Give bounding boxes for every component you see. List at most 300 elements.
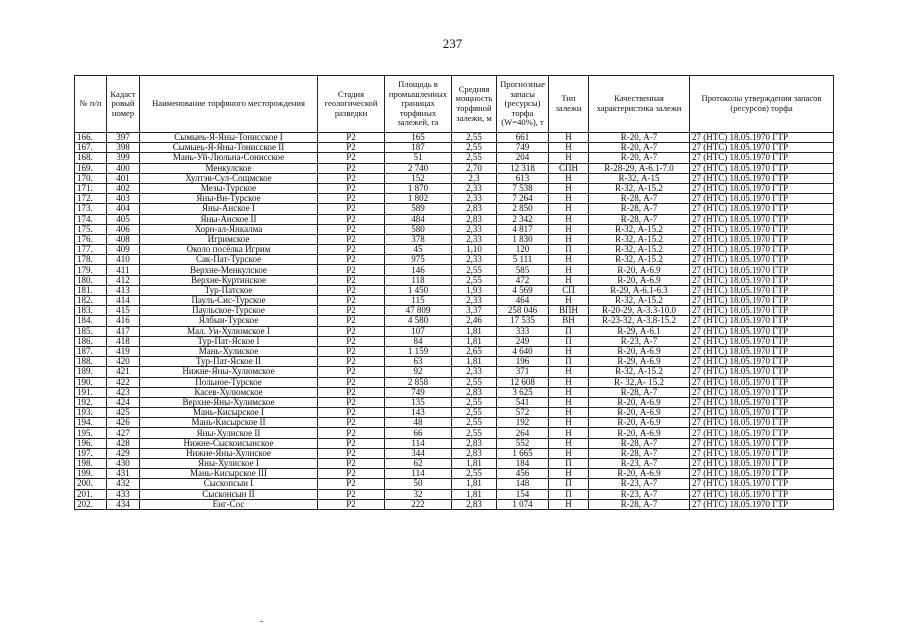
cell-quality: R-20, А-6.9 xyxy=(589,469,690,479)
table-row xyxy=(75,336,834,346)
cell-cadastral-number: 416 xyxy=(107,316,140,326)
header-deposit-type: Тип залежи xyxy=(549,76,589,133)
cell-deposit-type: Н xyxy=(549,408,589,418)
cell-protocol: 27 (НТС) 18.05.1970 ГТР xyxy=(690,397,834,407)
cell-cadastral-number: 406 xyxy=(107,224,140,234)
header-index: № п/п xyxy=(75,76,107,133)
cell-cadastral-number: 412 xyxy=(107,275,140,285)
cell-deposit-name: Мезы-Турское xyxy=(140,183,318,193)
cell-reserves: 4 569 xyxy=(497,285,549,295)
cell-deposit-type: Н xyxy=(549,214,589,224)
cell-cadastral-number: 420 xyxy=(107,357,140,367)
cell-index: 173. xyxy=(75,204,107,214)
table-row xyxy=(75,438,834,448)
cell-cadastral-number: 431 xyxy=(107,469,140,479)
cell-exploration-stage: Р2 xyxy=(318,357,385,367)
cell-avg-thickness: 2,83 xyxy=(452,448,497,458)
cell-index: 175. xyxy=(75,224,107,234)
cell-quality: R-20, А-6.9 xyxy=(589,428,690,438)
cell-avg-thickness: 1,81 xyxy=(452,336,497,346)
cell-deposit-type: П xyxy=(549,357,589,367)
cell-index: 198. xyxy=(75,459,107,469)
cell-cadastral-number: 427 xyxy=(107,428,140,438)
cell-avg-thickness: 1,81 xyxy=(452,489,497,499)
cell-quality: R-28, А-7 xyxy=(589,214,690,224)
cell-avg-thickness: 2,33 xyxy=(452,224,497,234)
table-row xyxy=(75,214,834,224)
cell-avg-thickness: 2,55 xyxy=(452,133,497,143)
cell-area: 1 450 xyxy=(385,285,452,295)
cell-reserves: 184 xyxy=(497,459,549,469)
table-row xyxy=(75,418,834,428)
cell-cadastral-number: 417 xyxy=(107,326,140,336)
cell-protocol: 27 (НТС) 18.05.1970 ГТР xyxy=(690,275,834,285)
cell-quality: R-32, А-15 xyxy=(589,173,690,183)
cell-index: 182. xyxy=(75,296,107,306)
header-protocols: Протоколы утверждения запасов (ресурсов) торфа xyxy=(690,76,834,133)
cell-reserves: 541 xyxy=(497,397,549,407)
cell-avg-thickness: 2,83 xyxy=(452,387,497,397)
cell-deposit-name: Сыскопсын I xyxy=(140,479,318,489)
cell-index: 200. xyxy=(75,479,107,489)
cell-area: 749 xyxy=(385,387,452,397)
table-row xyxy=(75,234,834,244)
cell-exploration-stage: Р2 xyxy=(318,438,385,448)
cell-protocol: 27 (НТС) 18.05.1970 ГТР xyxy=(690,438,834,448)
cell-avg-thickness: 2,55 xyxy=(452,469,497,479)
table-row xyxy=(75,204,834,214)
cell-reserves: 4 817 xyxy=(497,224,549,234)
cell-index: 195. xyxy=(75,428,107,438)
cell-reserves: 1 830 xyxy=(497,234,549,244)
cell-exploration-stage: Р2 xyxy=(318,245,385,255)
cell-deposit-type: Н xyxy=(549,255,589,265)
cell-deposit-type: ВН xyxy=(549,316,589,326)
table-row xyxy=(75,306,834,316)
cell-index: 177. xyxy=(75,245,107,255)
cell-deposit-name: Енг-Сос xyxy=(140,499,318,509)
cell-deposit-name: Мал. Уи-Хулюмское I xyxy=(140,326,318,336)
cell-quality: R-32, А-15.2 xyxy=(589,224,690,234)
cell-exploration-stage: Р2 xyxy=(318,194,385,204)
cell-quality: R-20, А-6.9 xyxy=(589,397,690,407)
cell-reserves: 204 xyxy=(497,153,549,163)
cell-area: 45 xyxy=(385,245,452,255)
cell-area: 92 xyxy=(385,367,452,377)
cell-exploration-stage: Р2 xyxy=(318,163,385,173)
cell-area: 589 xyxy=(385,204,452,214)
cell-reserves: 1 074 xyxy=(497,499,549,509)
cell-exploration-stage: Р2 xyxy=(318,418,385,428)
table-body xyxy=(75,133,834,510)
cell-quality: R-32, А-15.2 xyxy=(589,183,690,193)
cell-avg-thickness: 2,55 xyxy=(452,143,497,153)
cell-index: 197. xyxy=(75,448,107,458)
cell-protocol: 27 (НТС) 18.05.1970 ГТР xyxy=(690,357,834,367)
cell-exploration-stage: Р2 xyxy=(318,367,385,377)
cell-protocol: 27 (НТС) 18.05.1970 ГТР xyxy=(690,408,834,418)
cell-reserves: 333 xyxy=(497,326,549,336)
cell-area: 975 xyxy=(385,255,452,265)
cell-avg-thickness: 2,83 xyxy=(452,214,497,224)
cell-area: 118 xyxy=(385,275,452,285)
cell-index: 185. xyxy=(75,326,107,336)
cell-avg-thickness: 2,83 xyxy=(452,499,497,509)
cell-reserves: 464 xyxy=(497,296,549,306)
cell-index: 184. xyxy=(75,316,107,326)
table-row xyxy=(75,285,834,295)
cell-deposit-name: Нижне-Сыскоисынское xyxy=(140,438,318,448)
cell-deposit-name: Нижне-Яны-Хулиское xyxy=(140,448,318,458)
cell-exploration-stage: Р2 xyxy=(318,387,385,397)
cell-area: 146 xyxy=(385,265,452,275)
cell-reserves: 456 xyxy=(497,469,549,479)
cell-protocol: 27 (НТС) 18.05.1970 ГТР xyxy=(690,234,834,244)
cell-quality: R-32, А-15.2 xyxy=(589,255,690,265)
cell-reserves: 12 318 xyxy=(497,163,549,173)
cell-index: 191. xyxy=(75,387,107,397)
cell-deposit-type: ВПН xyxy=(549,306,589,316)
cell-protocol: 27 (НТС) 18.05.1970 ГТР xyxy=(690,306,834,316)
cell-exploration-stage: Р2 xyxy=(318,183,385,193)
cell-protocol: 27 (НТС) 18.05.1970 ГТР xyxy=(690,459,834,469)
cell-avg-thickness: 1,10 xyxy=(452,245,497,255)
cell-deposit-type: Н xyxy=(549,438,589,448)
table-row xyxy=(75,387,834,397)
cell-index: 202. xyxy=(75,499,107,509)
cell-deposit-type: Н xyxy=(549,194,589,204)
cell-reserves: 3 625 xyxy=(497,387,549,397)
cell-deposit-name: Сымыеь-Я-Яны-Тонисское I xyxy=(140,133,318,143)
cell-deposit-type: Н xyxy=(549,469,589,479)
cell-area: 378 xyxy=(385,234,452,244)
cell-area: 1 802 xyxy=(385,194,452,204)
cell-deposit-name: Нижне-Яны-Хулюмское xyxy=(140,367,318,377)
cell-deposit-type: П xyxy=(549,245,589,255)
cell-avg-thickness: 2,55 xyxy=(452,153,497,163)
cell-avg-thickness: 2,55 xyxy=(452,265,497,275)
cell-area: 187 xyxy=(385,143,452,153)
cell-protocol: 27 (НТС) 18.05.1970 ГТР xyxy=(690,224,834,234)
cell-deposit-type: Н xyxy=(549,499,589,509)
cell-quality: R-29, А-6.1-6.3 xyxy=(589,285,690,295)
cell-deposit-name: Сысконсын II xyxy=(140,489,318,499)
cell-deposit-type: Н xyxy=(549,397,589,407)
cell-protocol: 27 (НТС) 18.05.1970 ГТР xyxy=(690,316,834,326)
cell-exploration-stage: Р2 xyxy=(318,377,385,387)
cell-cadastral-number: 413 xyxy=(107,285,140,295)
table-row xyxy=(75,326,834,336)
cell-deposit-type: Н xyxy=(549,265,589,275)
cell-cadastral-number: 398 xyxy=(107,143,140,153)
cell-deposit-name: Яны-Анское II xyxy=(140,214,318,224)
cell-protocol: 27 (НТС) 18.05.1970 ГТР xyxy=(690,285,834,295)
cell-avg-thickness: 2,55 xyxy=(452,377,497,387)
cell-protocol: 27 (НТС) 18.05.1970 ГТР xyxy=(690,377,834,387)
cell-protocol: 27 (НТС) 18.05.1970 ГТР xyxy=(690,336,834,346)
table-row xyxy=(75,357,834,367)
cell-deposit-type: Н xyxy=(549,224,589,234)
cell-area: 4 580 xyxy=(385,316,452,326)
cell-avg-thickness: 1,81 xyxy=(452,459,497,469)
cell-quality: R-28, А-7 xyxy=(589,499,690,509)
cell-deposit-type: Н xyxy=(549,143,589,153)
cell-deposit-name: Мань-Кисырское III xyxy=(140,469,318,479)
cell-deposit-type: Н xyxy=(549,153,589,163)
cell-index: 181. xyxy=(75,285,107,295)
cell-quality: R-28, А-7 xyxy=(589,194,690,204)
cell-cadastral-number: 422 xyxy=(107,377,140,387)
cell-deposit-type: СП xyxy=(549,285,589,295)
cell-exploration-stage: Р2 xyxy=(318,469,385,479)
header-avg-thickness: Средняя мощность торфяной залежи, м xyxy=(452,76,497,133)
cell-index: 199. xyxy=(75,469,107,479)
table-row xyxy=(75,346,834,356)
table-row xyxy=(75,469,834,479)
cell-area: 115 xyxy=(385,296,452,306)
cell-exploration-stage: Р2 xyxy=(318,265,385,275)
cell-deposit-type: П xyxy=(549,336,589,346)
cell-protocol: 27 (НТС) 18.05.1970 ГТР xyxy=(690,428,834,438)
cell-reserves: 192 xyxy=(497,418,549,428)
cell-deposit-type: Н xyxy=(549,133,589,143)
cell-reserves: 2 342 xyxy=(497,214,549,224)
cell-protocol: 27 (НТС) 18.05.1970 ГТР xyxy=(690,204,834,214)
cell-index: 176. xyxy=(75,234,107,244)
table-row xyxy=(75,163,834,173)
cell-quality: R-32, А-15.2 xyxy=(589,367,690,377)
cell-avg-thickness: 2,33 xyxy=(452,296,497,306)
cell-area: 62 xyxy=(385,459,452,469)
table-row xyxy=(75,275,834,285)
table-row xyxy=(75,173,834,183)
cell-area: 1 870 xyxy=(385,183,452,193)
table-row xyxy=(75,448,834,458)
cell-protocol: 27 (НТС) 18.05.1970 ГТР xyxy=(690,265,834,275)
cell-exploration-stage: Р2 xyxy=(318,428,385,438)
cell-cadastral-number: 428 xyxy=(107,438,140,448)
cell-reserves: 17 535 xyxy=(497,316,549,326)
cell-cadastral-number: 401 xyxy=(107,173,140,183)
cell-deposit-name: Тур-Пат-Яское II xyxy=(140,357,318,367)
cell-area: 47 809 xyxy=(385,306,452,316)
cell-area: 66 xyxy=(385,428,452,438)
cell-area: 222 xyxy=(385,499,452,509)
cell-deposit-type: Н xyxy=(549,183,589,193)
cell-exploration-stage: Р2 xyxy=(318,408,385,418)
header-exploration-stage: Стадия геологической разведки xyxy=(318,76,385,133)
cell-deposit-name: Верхне-Куртинское xyxy=(140,275,318,285)
table-row xyxy=(75,316,834,326)
cell-exploration-stage: Р2 xyxy=(318,255,385,265)
cell-quality: R-23, А-7 xyxy=(589,489,690,499)
cell-index: 187. xyxy=(75,346,107,356)
cell-deposit-type: Н xyxy=(549,377,589,387)
cell-exploration-stage: Р2 xyxy=(318,499,385,509)
cell-exploration-stage: Р2 xyxy=(318,306,385,316)
cell-reserves: 661 xyxy=(497,133,549,143)
cell-area: 143 xyxy=(385,408,452,418)
cell-cadastral-number: 414 xyxy=(107,296,140,306)
cell-deposit-type: СПН xyxy=(549,163,589,173)
cell-deposit-name: Мань-Кисырское I xyxy=(140,408,318,418)
cell-deposit-name: Тур-Патское xyxy=(140,285,318,295)
cell-avg-thickness: 2,33 xyxy=(452,183,497,193)
table-row xyxy=(75,255,834,265)
cell-cadastral-number: 424 xyxy=(107,397,140,407)
cell-avg-thickness: 1,81 xyxy=(452,326,497,336)
cell-avg-thickness: 2,55 xyxy=(452,408,497,418)
cell-avg-thickness: 2,83 xyxy=(452,438,497,448)
cell-cadastral-number: 433 xyxy=(107,489,140,499)
cell-deposit-name: Игримское xyxy=(140,234,318,244)
cell-quality: R-20, А-7 xyxy=(589,143,690,153)
cell-index: 201. xyxy=(75,489,107,499)
header-deposit-name: Наименование торфяного месторождения xyxy=(140,76,318,133)
cell-avg-thickness: 2,46 xyxy=(452,316,497,326)
cell-cadastral-number: 405 xyxy=(107,214,140,224)
header-quality: Качественная характеристика залежи xyxy=(589,76,690,133)
cell-deposit-name: Мань-Кисырское II xyxy=(140,418,318,428)
cell-deposit-name: Яны-Хулиское II xyxy=(140,428,318,438)
table-row xyxy=(75,367,834,377)
cell-area: 152 xyxy=(385,173,452,183)
cell-area: 484 xyxy=(385,214,452,224)
cell-exploration-stage: Р2 xyxy=(318,448,385,458)
header-cadastral-number: Кадаст ровый номер xyxy=(107,76,140,133)
cell-deposit-name: Яны-Хулиское I xyxy=(140,459,318,469)
cell-quality: R-20, А-6.9 xyxy=(589,346,690,356)
cell-reserves: 7 264 xyxy=(497,194,549,204)
cell-quality: R-23, А-7 xyxy=(589,479,690,489)
cell-deposit-type: Н xyxy=(549,346,589,356)
cell-avg-thickness: 2,33 xyxy=(452,367,497,377)
cell-exploration-stage: Р2 xyxy=(318,133,385,143)
cell-area: 344 xyxy=(385,448,452,458)
cell-reserves: 552 xyxy=(497,438,549,448)
cell-avg-thickness: 2,55 xyxy=(452,275,497,285)
cell-protocol: 27 (НТС) 18.05.1970 ГТР xyxy=(690,367,834,377)
cell-reserves: 472 xyxy=(497,275,549,285)
cell-index: 186. xyxy=(75,336,107,346)
cell-cadastral-number: 397 xyxy=(107,133,140,143)
cell-deposit-name: Около посёлка Игрим xyxy=(140,245,318,255)
cell-area: 114 xyxy=(385,438,452,448)
cell-avg-thickness: 1,81 xyxy=(452,357,497,367)
cell-avg-thickness: 2,55 xyxy=(452,428,497,438)
cell-deposit-type: Н xyxy=(549,173,589,183)
cell-quality: R-23-32, А-3.8-15.2 xyxy=(589,316,690,326)
cell-protocol: 27 (НТС) 18.05.1970 ГТР xyxy=(690,133,834,143)
cell-avg-thickness: 2,83 xyxy=(452,204,497,214)
cell-deposit-name: Мань-Хулиское xyxy=(140,346,318,356)
cell-deposit-name: Мань-Уй-Люльна-Сонисское xyxy=(140,153,318,163)
cell-exploration-stage: Р2 xyxy=(318,346,385,356)
cell-deposit-name: Яны-Вн-Турское xyxy=(140,194,318,204)
cell-reserves: 1 665 xyxy=(497,448,549,458)
cell-deposit-type: П xyxy=(549,479,589,489)
cell-protocol: 27 (НТС) 18.05.1970 ГТР xyxy=(690,326,834,336)
cell-reserves: 4 640 xyxy=(497,346,549,356)
cell-avg-thickness: 2,33 xyxy=(452,234,497,244)
cell-cadastral-number: 419 xyxy=(107,346,140,356)
cell-reserves: 371 xyxy=(497,367,549,377)
cell-exploration-stage: Р2 xyxy=(318,234,385,244)
cell-area: 48 xyxy=(385,418,452,428)
table-row xyxy=(75,397,834,407)
cell-index: 170. xyxy=(75,173,107,183)
cell-cadastral-number: 426 xyxy=(107,418,140,428)
cell-deposit-type: П xyxy=(549,326,589,336)
cell-avg-thickness: 2,55 xyxy=(452,418,497,428)
cell-index: 166. xyxy=(75,133,107,143)
cell-protocol: 27 (НТС) 18.05.1970 ГТР xyxy=(690,387,834,397)
table-row xyxy=(75,224,834,234)
cell-deposit-type: Н xyxy=(549,204,589,214)
cell-index: 193. xyxy=(75,408,107,418)
cell-index: 167. xyxy=(75,143,107,153)
cell-protocol: 27 (НТС) 18.05.1970 ГТР xyxy=(690,448,834,458)
cell-exploration-stage: Р2 xyxy=(318,275,385,285)
cell-index: 168. xyxy=(75,153,107,163)
cell-area: 84 xyxy=(385,336,452,346)
cell-cadastral-number: 429 xyxy=(107,448,140,458)
cell-exploration-stage: Р2 xyxy=(318,214,385,224)
cell-protocol: 27 (НТС) 18.05.1970 ГТР xyxy=(690,418,834,428)
cell-exploration-stage: Р2 xyxy=(318,204,385,214)
cell-protocol: 27 (НТС) 18.05.1970 ГТР xyxy=(690,499,834,509)
cell-reserves: 5 111 xyxy=(497,255,549,265)
table-row xyxy=(75,143,834,153)
cell-deposit-name: Хорн-ал-Янкалма xyxy=(140,224,318,234)
cell-deposit-type: Н xyxy=(549,448,589,458)
cell-area: 1 159 xyxy=(385,346,452,356)
cell-protocol: 27 (НТС) 18.05.1970 ГТР xyxy=(690,194,834,204)
cell-area: 63 xyxy=(385,357,452,367)
cell-area: 580 xyxy=(385,224,452,234)
cell-protocol: 27 (НТС) 18.05.1970 ГТР xyxy=(690,479,834,489)
cell-protocol: 27 (НТС) 18.05.1970 ГТР xyxy=(690,143,834,153)
table-row xyxy=(75,153,834,163)
peat-deposits-table xyxy=(74,75,834,510)
table-row xyxy=(75,408,834,418)
table-row xyxy=(75,479,834,489)
header-row xyxy=(75,76,834,133)
cell-deposit-type: Н xyxy=(549,367,589,377)
cell-quality: R-23, А-7 xyxy=(589,459,690,469)
cell-deposit-name: Яны-Анское I xyxy=(140,204,318,214)
cell-avg-thickness: 2,55 xyxy=(452,397,497,407)
cell-area: 2 858 xyxy=(385,377,452,387)
cell-quality: R-29, А-6.9 xyxy=(589,357,690,367)
cell-quality: R-20, А-6.9 xyxy=(589,418,690,428)
cell-cadastral-number: 421 xyxy=(107,367,140,377)
cell-quality: R-23, А-7 xyxy=(589,336,690,346)
cell-deposit-name: Польное-Турское xyxy=(140,377,318,387)
cell-reserves: 12 608 xyxy=(497,377,549,387)
cell-deposit-name: Сак-Пат-Турское xyxy=(140,255,318,265)
table-header xyxy=(75,76,834,133)
cell-reserves: 585 xyxy=(497,265,549,275)
table-row xyxy=(75,183,834,193)
table-row xyxy=(75,459,834,469)
cell-quality: R-32, А-15.2 xyxy=(589,296,690,306)
cell-area: 165 xyxy=(385,133,452,143)
cell-exploration-stage: Р2 xyxy=(318,316,385,326)
table-row xyxy=(75,377,834,387)
cell-exploration-stage: Р2 xyxy=(318,489,385,499)
cell-cadastral-number: 409 xyxy=(107,245,140,255)
